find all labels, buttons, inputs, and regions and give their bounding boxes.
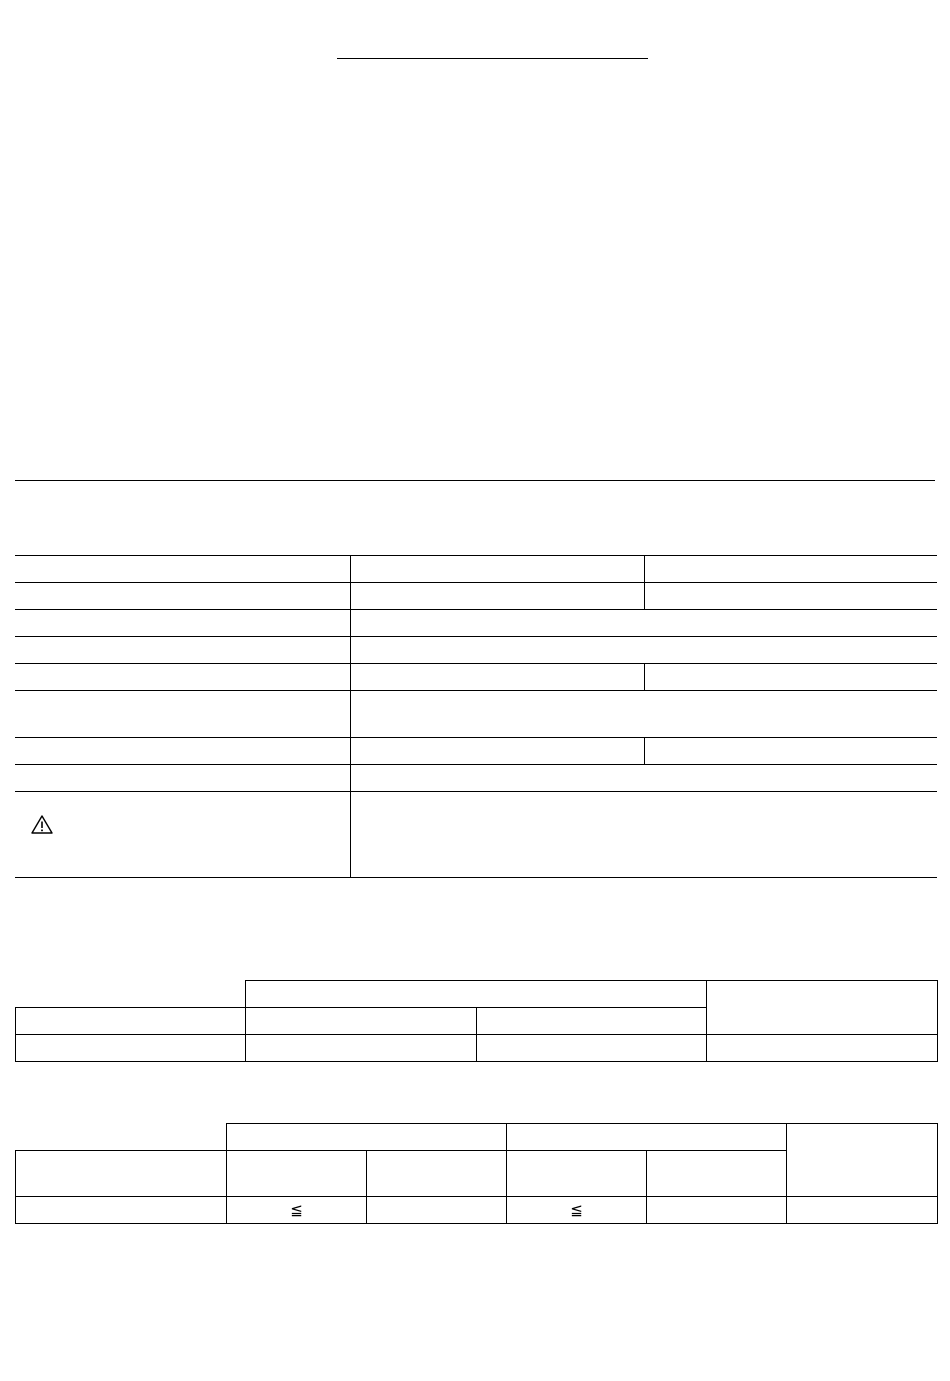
table-header-cell (507, 1151, 647, 1197)
table-cell (227, 1197, 367, 1224)
spec-row (15, 637, 937, 664)
spec-row (15, 610, 937, 637)
spec-row-warning (15, 792, 937, 878)
spec-label-cell (15, 556, 350, 583)
data-table-two (15, 980, 938, 1062)
table-header-cell (246, 981, 707, 1008)
section-divider (15, 480, 935, 481)
table-cell (647, 1197, 787, 1224)
spec-value-cell (644, 583, 937, 610)
spec-value-cell (350, 583, 644, 610)
spec-row (15, 691, 937, 738)
spec-value-cell (350, 556, 644, 583)
less-or-equal-symbol: ≦ (570, 1201, 583, 1219)
table-header-cell (227, 1124, 507, 1151)
spec-warning-cell (15, 792, 350, 878)
table-header-cell (647, 1151, 787, 1197)
document-title-underline (337, 58, 648, 59)
spec-value-cell (644, 556, 937, 583)
spec-row (15, 664, 937, 691)
spec-label-cell (15, 738, 350, 765)
data-table-three (15, 1123, 938, 1224)
table-cell (507, 1197, 647, 1224)
spec-row (15, 738, 937, 765)
table-header-cell (507, 1124, 787, 1151)
table-cell (477, 1035, 707, 1062)
table-row (16, 1124, 938, 1151)
table-header-cell (16, 1008, 246, 1035)
table-header-cell (787, 1124, 938, 1197)
warning-triangle-icon (31, 814, 53, 834)
table-cell (367, 1197, 507, 1224)
table-cell (246, 1035, 477, 1062)
spec-label-cell (15, 664, 350, 691)
table-cell (16, 1197, 227, 1224)
table-cell (707, 1035, 938, 1062)
specifications-table (15, 555, 937, 878)
spec-value-cell (350, 610, 937, 637)
spec-label-cell (15, 691, 350, 738)
table-row (16, 1197, 938, 1224)
table-row (16, 1035, 938, 1062)
table-cell (16, 1035, 246, 1062)
table-header-cell (246, 1008, 477, 1035)
table-header-cell (707, 981, 938, 1035)
spec-value-cell (644, 664, 937, 691)
spec-row (15, 583, 937, 610)
table-header-cell (477, 1008, 707, 1035)
spec-value-cell (350, 765, 937, 792)
table-corner (16, 1124, 227, 1151)
spec-value-cell (350, 637, 937, 664)
table-header-cell (367, 1151, 507, 1197)
spec-label-cell (15, 765, 350, 792)
table-header-cell (16, 1151, 227, 1197)
spec-row (15, 765, 937, 792)
spec-label-cell (15, 637, 350, 664)
less-or-equal-symbol: ≦ (290, 1201, 303, 1219)
spec-value-cell (350, 664, 644, 691)
spec-value-cell (350, 691, 937, 738)
spec-value-cell (350, 738, 644, 765)
table-corner (16, 981, 246, 1008)
spec-value-cell (644, 738, 937, 765)
spec-label-cell (15, 583, 350, 610)
spec-value-cell (350, 792, 937, 878)
table-cell (787, 1197, 938, 1224)
spec-label-cell (15, 610, 350, 637)
table-header-cell (227, 1151, 367, 1197)
table-row (16, 981, 938, 1008)
spec-row (15, 556, 937, 583)
